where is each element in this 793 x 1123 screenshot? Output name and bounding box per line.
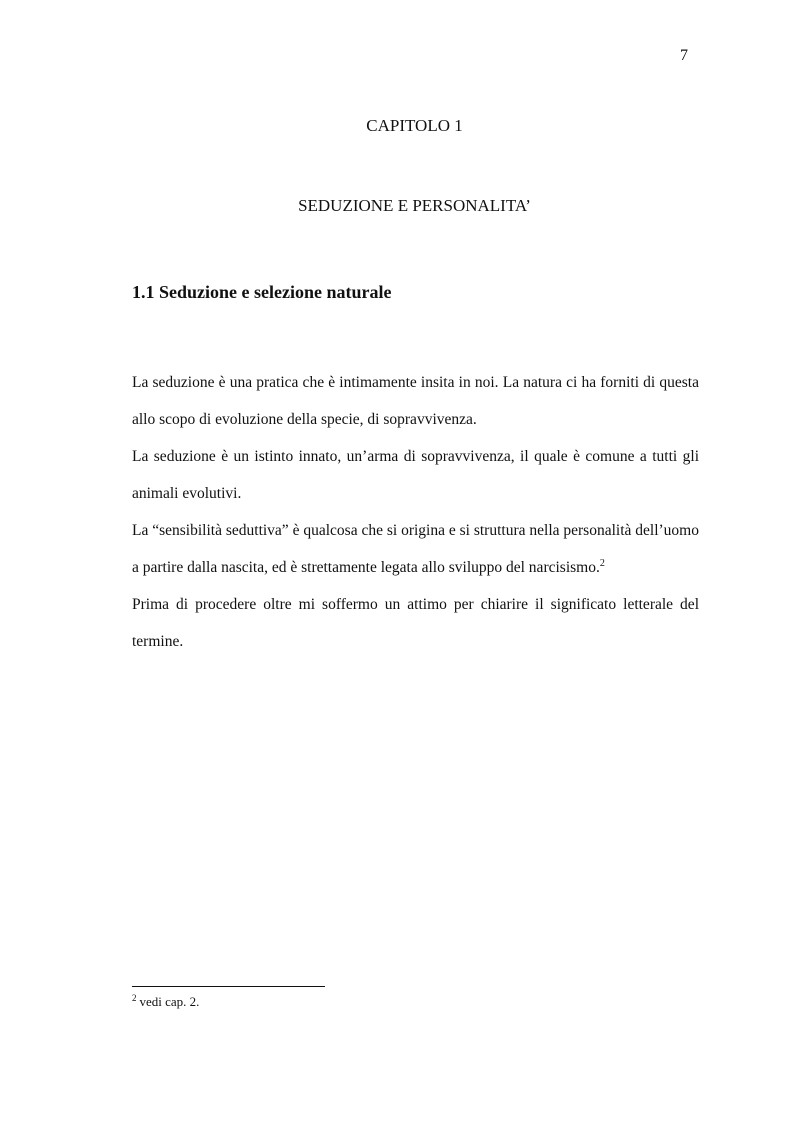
chapter-title: SEDUZIONE E PERSONALITA’ [298,196,531,215]
paragraph-3-text: La “sensibilità seduttiva” è qualcosa che si origina e si struttura nella personalità dell’uomo a partire dalla nascita, ed è strettamente legata allo sviluppo del narcisismo. [132,522,699,576]
footnote-reference: 2 [599,558,605,569]
paragraph-4: Prima di procedere oltre mi soffermo un attimo per chiarire il significato letterale del termine. [132,596,699,650]
body-text [132,364,699,660]
footnote-separator [132,986,325,987]
paragraph-3 [132,512,699,586]
page-number: 7 [680,47,688,64]
section-heading: 1.1 Seduzione e selezione naturale [132,282,392,302]
footnote-text: vedi cap. 2. [139,994,200,1009]
paragraph-1: La seduzione è una pratica che è intimamente insita in noi. La natura ci ha forniti di questa allo scopo di evoluzione della specie, di sopravvivenza. [132,374,699,428]
chapter-label: CAPITOLO 1 [366,116,463,135]
paragraph-2: La seduzione è un istinto innato, un’arma di sopravvivenza, il quale è comune a tutti gli animali evolutivi. [132,448,699,502]
footnote [132,994,199,1010]
footnote-number: 2 [132,993,137,1003]
